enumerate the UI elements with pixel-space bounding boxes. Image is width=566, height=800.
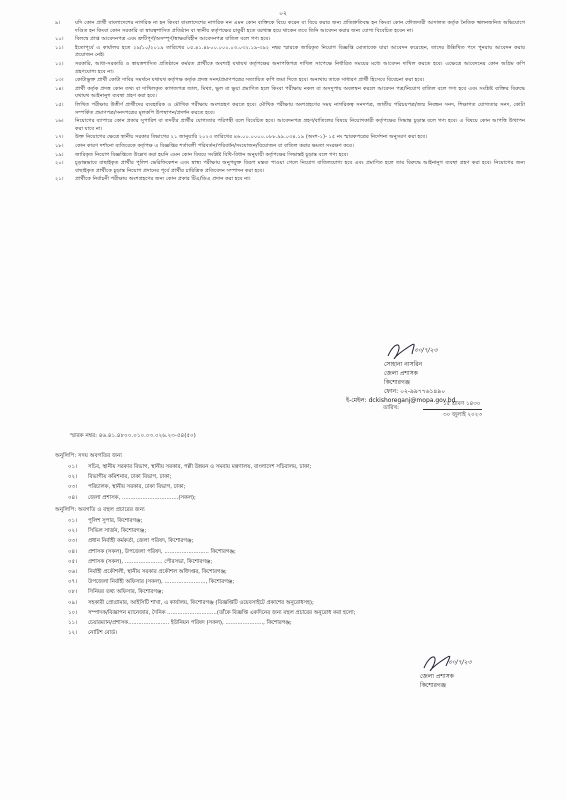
date-bangla: ১৫ শ্রাবণ ১৪৩০: [443, 401, 481, 407]
copy-recipient-number: ০৪।: [68, 494, 77, 501]
condition-item-number: ১০।: [55, 36, 64, 43]
copy-recipient: [68, 482, 508, 492]
copy-recipient-number: ০৫।: [68, 558, 77, 565]
copy-recipient: [68, 618, 508, 628]
condition-item: [55, 118, 525, 133]
condition-item-text: কোটাভুক্ত প্রার্থী কোটা দাবির সমর্থনে যথাযথ কর্তৃপক্ষ কর্তৃক প্রদত্ত সনদ/প্রমাণপত্রের সত্যায়িত কপি জমা দিতে হবে। অন্যথায় তাকে সাধারণ প্রার্থী হিসেবে বিবেচনা করা হবে।: [75, 77, 425, 84]
condition-item-text: চূড়ান্তভাবে বাছাইকৃত প্রার্থীর পুলিশ ভেরিফিকেশন এবং স্বাস্থ্য পরীক্ষায় অনুপযুক্ত বিরূপ মন্তব্য পাওয়া গেলে নিয়োগ বাতিলযোগ্য হবে এবং প্রমাণিত হলে তার বিরুদ্ধে আইনানুগ ব্যবস্থা গ্রহণ করা হবে। নিয়োগের জন্য বাছাইকৃত প্রার্থীকে চূড়ান্ত নিয়োগ প্রদানের পূর্বে প্রার্থীর চারিত্রিক প্রতিবেদন সম্পাদন করা হবে।: [75, 160, 525, 174]
signature-image-1: [384, 340, 464, 360]
copy-list-2: [68, 516, 508, 638]
condition-item: [55, 152, 525, 160]
signatory-district-2: কিশোরগঞ্জ: [420, 682, 446, 689]
copy-recipient-number: ০৩।: [68, 538, 77, 545]
condition-item-number: ১৮।: [55, 142, 64, 149]
copy-recipient-text: সহকারী প্রোগ্রামার, আইসিটি শাখা, এ কার্যালয়, কিশোরগঞ্জ (বিজ্ঞপ্তিটি ওয়েবসাইটে প্রকাশের অনুরোধসহ);: [88, 599, 314, 606]
copy-recipient-text: জেলা প্রশাসক, .................................(সকল);: [88, 494, 196, 501]
copy-recipient-text: পুলিশ সুপার, কিশোরগঞ্জ;: [88, 518, 143, 524]
memo-date: [383, 400, 482, 419]
copy-recipient: [68, 577, 508, 587]
condition-item: [55, 36, 525, 44]
copy-recipient: [68, 462, 508, 472]
email-label: ই-মেইল:: [346, 397, 367, 404]
copy-recipient-number: ১০।: [68, 609, 77, 616]
condition-item-number: ২০।: [55, 160, 64, 167]
phone-number: ফোন: ০২-৯৯৭৭৬১৪৯০: [384, 388, 446, 395]
copy-recipient: [68, 587, 508, 597]
copy-heading-1: অনুলিপি: সদয় অবগতির জন্য: [55, 453, 122, 459]
copy-recipient-text: বিভাগীয় কমিশনার, ঢাকা বিভাগ, ঢাকা;: [88, 474, 172, 481]
copy-recipient-number: ০৭।: [68, 579, 77, 586]
condition-item-text: জারিকৃত নিয়োগ বিজ্ঞপ্তিতে উল্লেখ করা হয়নি এমন কোন বিষয়ে সংশ্লিষ্ট বিধি-বিধান অনুযায়ী কর্তৃপক্ষের সিদ্ধান্তই চূড়ান্ত বলে গণ্য হবে।: [75, 151, 349, 158]
copy-recipient-text: চেয়ারম্যান/প্রশাসক........................ ইউনিয়ন পরিষদ (সকল), ......................, কিশোরগঞ্জ;: [88, 620, 292, 627]
copy-recipient-number: ০৮।: [68, 589, 77, 596]
copy-recipient-text: সিভিল সার্জন, কিশোরগঞ্জ;: [88, 528, 147, 535]
signatory-district: কিশোরগঞ্জ: [384, 379, 410, 386]
copy-recipient: [68, 557, 508, 567]
signature-date-1: ৩০/৭/২৩: [414, 347, 438, 354]
copy-recipient-number: ০৯।: [68, 599, 77, 606]
signature-image-2: [420, 652, 490, 672]
copy-recipient-number: ০১।: [68, 464, 77, 470]
copy-recipient-text: প্রধান নির্বাহী কর্মকর্তা, জেলা পরিষদ, কিশোরগঞ্জ;: [88, 538, 194, 545]
condition-item-number: ১৩।: [55, 77, 64, 84]
condition-item-number: ১৬।: [55, 118, 64, 125]
copy-recipient-text: সিনিয়র তথ্য অফিসার, কিশোরগঞ্জ;: [88, 589, 164, 596]
copy-recipient-number: ০৪।: [68, 548, 77, 555]
condition-item-text: বিলম্বে প্রাপ্ত আবেদনপত্র এবং ত্রুটিপূর্ণ/অসম্পূর্ণ/স্বাক্ষরবিহীন আবেদনপত্র বাতিল বলে গণ্য হবে।: [75, 36, 271, 43]
page-number: ০২: [279, 10, 287, 17]
copy-recipient: [68, 472, 508, 482]
copy-recipient: [68, 536, 508, 546]
copy-heading-2: অনুলিপি: অবগতি ও বহুল প্রচারের জন্য: [55, 507, 145, 513]
email-address: dckishoreganj@mopa.gov.bd: [368, 397, 456, 404]
condition-item: [55, 143, 525, 151]
copy-recipient: [68, 598, 508, 608]
condition-item: [55, 176, 525, 184]
condition-item-text: লিখিত পরীক্ষায় উত্তীর্ণ প্রার্থীদের ব্যবহারিক ও মৌখিক পরীক্ষায় অংশগ্রহণ করতে হবে। মৌখিক পরীক্ষায় অংশগ্রহণের সময় নাগরিকত্ব সনদপত্র, জাতীয় পরিচয়পত্র/জন্ম নিবন্ধন সনদ, শিক্ষাগত যোগ্যতার সনদ, কোটা সম্পর্কিত প্রমাণপত্র/সনদপত্রের মূলকপি উপস্থাপন/প্রদর্শন করতে হবে।: [75, 101, 525, 116]
memo-number: স্মারক নম্বর: ৪৬.৪১.৪৮০০.০১০.০৩.০২৬.২৩-৫৪(৫০): [70, 433, 196, 439]
signature-block-1: [346, 340, 464, 405]
signature-block-2: [420, 652, 490, 690]
copy-recipient-number: ০২।: [68, 474, 77, 481]
condition-item-text: প্রার্থী কর্তৃক প্রদত্ত কোন তথ্য বা দাখিলকৃত কাগজপত্র জাল, মিথ্যা, ভুল বা ভুয়া প্রমাণিত হলে কিংবা পরীক্ষায় নকল বা অসদুপায় অবলম্বন করলে আবেদন পত্র/নিয়োগ বাতিল বলে গণ্য হবে এবং সংশ্লিষ্ট ব্যক্তির বিরুদ্ধে যথাযথ আইনানুগ ব্যবস্থা গ্রহণ করা হবে।: [75, 85, 525, 100]
condition-item-text: যদি কোন প্রার্থী বাংলাদেশের নাগরিক না হন কিংবা বাংলাদেশের নাগরিক নন এমন কোন ব্যক্তিকে বিয়ে করেন বা বিয়ে করার জন্য প্রতিশ্রুতিবদ্ধ হন কিংবা কোন ফৌজদারী আদালত কর্তৃক নৈতিক স্খলনজনিত অভিযোগে দণ্ডিত হন কিংবা কোন সরকারি বা স্বায়ত্বশাসিত প্রতিষ্ঠান বা স্থানীয় কর্তৃপক্ষের চাকুরী হতে বরখাস্ত হয়ে থাকেন তবে তিনি আবেদন করার জন্য যোগ্য বিবেচিত হবেন না।: [75, 20, 525, 34]
copy-recipient: [68, 526, 508, 536]
condition-item-text: ইতোপূর্বে এ কার্যালয় হতে ২৯/১০/২০১৯ তারিখের ০৫.৪১.৪৮০০.০০০.০৩.০৩২.১৯-৩৯২ নম্বর স্মারকে জারিকৃত নিয়োগ বিজ্ঞপ্তি মোতাবেক যারা আবেদন করেছেন, তাদের উল্লিখিত পদে পুনরায় আবেদন করার প্রয়োজন নেই।: [75, 44, 525, 59]
copy-recipient: [68, 608, 508, 618]
copy-recipient: [68, 628, 508, 638]
copy-recipient-text: নোটিশ বোর্ড।: [88, 630, 117, 637]
condition-item: [55, 134, 525, 142]
copy-recipient-number: ০৩।: [68, 484, 77, 491]
condition-item: [55, 160, 525, 175]
condition-item-number: ১৭।: [55, 134, 64, 141]
signatory-designation-2: জেলা প্রশাসক: [420, 673, 454, 680]
copy-recipient: [68, 567, 508, 577]
condition-item-number: ১১।: [55, 44, 64, 51]
copy-recipient-text: সচিব, স্থানীয় সরকার বিভাগ, স্থানীয় সরকার, পল্লী উন্নয়ন ও সমবায় মন্ত্রণালয়, বাংলাদেশ সচিবালয়, ঢাকা;: [88, 464, 312, 470]
condition-item-number: ১৫।: [55, 101, 64, 108]
copy-recipient-number: ০৬।: [68, 569, 77, 576]
condition-item: [55, 61, 525, 76]
condition-item-text: সরকারি, আধা-সরকারি ও স্বায়ত্তশাসিত প্রতিষ্ঠানে কর্মরত প্রার্থীকে অবশ্যই যথাযথ কর্তৃপক্ষের অনাপত্তিপত্র দাখিল সাপেক্ষে নির্ধারিত সময়ের মধ্যে আবেদন দাখিল করতে হবে। এক্ষেত্রে আবেদনের কোন অগ্রিম কপি গ্রহণযোগ্য হবে না।: [75, 60, 525, 75]
condition-item: [55, 20, 525, 35]
condition-item: [55, 102, 525, 117]
copy-recipient-text: প্রশাসক (সকল), ...................... পৌরসভা, কিশোরগঞ্জ;: [88, 558, 213, 565]
copy-recipient: [68, 547, 508, 557]
date-label: তারিখ:: [383, 405, 400, 411]
condition-item-text: উক্ত নিয়োগের ক্ষেত্রে স্থানীয় সরকার বিভাগের ২১ জানুয়ারি ২০২৩ তারিখের ৪৬.০০.০০০০.০৮৮.৯৯.০৩৪.১৯ (অংশ-১)- ১৫ নং স্মারকপত্রের নির্দেশনা অনুসরণ করা হবে।: [75, 134, 428, 141]
copy-recipient-text: পরিচালক, স্থানীয় সরকার, ঢাকা বিভাগ, ঢাকা;: [88, 484, 186, 491]
copy-recipient-number: ১২।: [68, 630, 77, 637]
copy-recipient-text: সম্পাদক/বিজ্ঞাপন ম্যানেজার, দৈনিক .............................(তাঁকে বিজ্ঞপ্তি একদিনের জন্য বহুল প্রচারের অনুরোধ করা হলো;: [88, 609, 356, 616]
condition-item: [55, 77, 525, 85]
condition-item-text: কোন কারণ দর্শানো ব্যতিরেকে কর্তৃপক্ষ এ বিজ্ঞপ্তির শর্তাবলী পরিবর্তন/পরিবর্ধন/সংযোজন/বিয়োজন বা বাতিল করার ক্ষমতা সংরক্ষণ করে।: [75, 142, 354, 149]
condition-item: [55, 86, 525, 101]
copy-recipient-number: ০১।: [68, 518, 77, 524]
condition-item-number: ২১।: [55, 176, 64, 183]
copy-recipient-number: ১১।: [68, 620, 77, 627]
signature-date-2: ৩০/৭/২৩: [448, 659, 472, 666]
copy-recipient-number: ০২।: [68, 528, 77, 535]
condition-item-number: ১২।: [55, 60, 64, 67]
condition-item-text: নিয়োগের ব্যাপারে কোন প্রকার সুপারিশ বা তদবীর প্রার্থীর যোগ্যতার পরিপন্থী বলে বিবেচিত হবে। আবেদনপত্র গ্রহণ/বাতিলের বিষয়ে নিয়োগকারী কর্তৃপক্ষের সিদ্ধান্ত চূড়ান্ত বলে গণ্য হবে। এ বিষয়ে কোন আপত্তি উত্থাপন করা যাবে না।: [75, 118, 525, 132]
condition-item-number: ৯।: [55, 20, 61, 26]
condition-item-text: প্রার্থীকে নির্বাচনী পরীক্ষায় অংশগ্রহণের জন্য কোন প্রকার টিএ/ডিএ প্রদান করা হবে না।: [75, 176, 251, 183]
conditions-list: [55, 20, 525, 185]
copy-recipient-text: উপজেলা নির্বাহী অফিসার (সকল), ........................, কিশোরগঞ্জ;: [88, 579, 235, 586]
copy-recipient-text: নির্বাহী প্রকৌশলী, স্থানীয় সরকার প্রকৌশল অধিদপ্তর, কিশোরগঞ্জ;: [88, 569, 227, 576]
copy-recipient: [68, 493, 508, 503]
copy-recipient-text: প্রশাসক (সকল), উপজেলা পরিষদ, .......................... কিশোরগঞ্জ;: [88, 548, 236, 555]
signatory-designation: জেলা প্রশাসক: [384, 370, 418, 377]
copy-recipient: [68, 516, 508, 526]
condition-item-number: ১৪।: [55, 85, 64, 92]
date-english: ৩০ জুলাই ২০২৩: [443, 412, 483, 418]
signatory-name: সোহানা নাসরিন: [384, 361, 423, 368]
copy-list-1: [68, 462, 508, 503]
condition-item-number: ১৯।: [55, 151, 64, 158]
condition-item: [55, 45, 525, 60]
